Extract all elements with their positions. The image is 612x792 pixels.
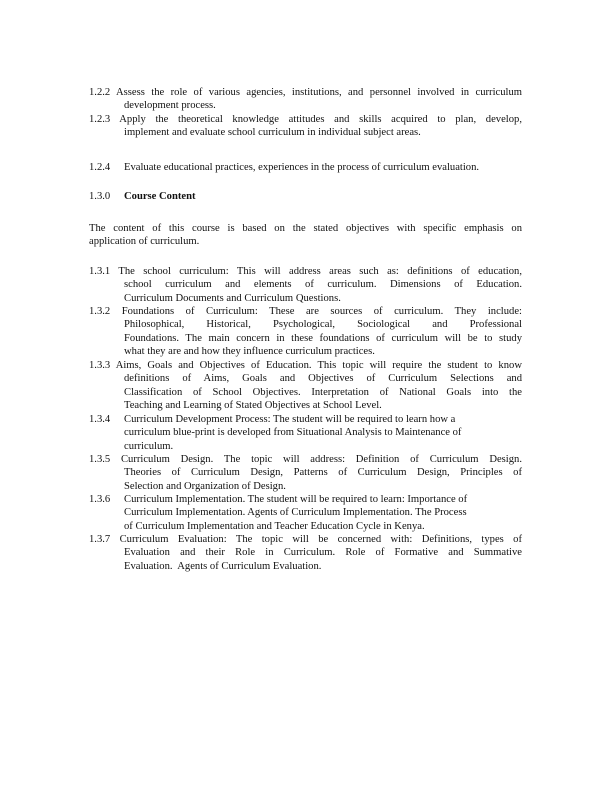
content-line: definitions of Aims, Goals and Objectives of Curriculum Selections and bbox=[124, 373, 522, 385]
content-number: 1.3.4 bbox=[89, 414, 111, 425]
objective-item bbox=[89, 113, 522, 140]
content-item bbox=[89, 413, 522, 453]
content-line bbox=[89, 533, 522, 546]
objective-text: Assess the role of various agencies, institutions, and personnel involved in curriculum bbox=[116, 87, 522, 98]
content-item bbox=[89, 493, 522, 533]
objective-number: 1.2.3 bbox=[89, 114, 111, 125]
content-text: The school curriculum: This will address areas such as: definitions of education, bbox=[118, 266, 522, 277]
content-line: Philosophical, Historical, Psychological, Sociological and Professional bbox=[124, 319, 522, 331]
content-text: Foundations of Curriculum: These are sources of curriculum. They include: bbox=[121, 306, 522, 317]
content-line: Evaluation. Agents of Curriculum Evaluation. bbox=[124, 560, 322, 572]
content-line: Evaluation and their Role in Curriculum. Role of Formative and Summative bbox=[124, 547, 522, 559]
content-item bbox=[89, 305, 522, 359]
content-line: Foundations. The main concern in these foundations of curriculum will be to study bbox=[124, 332, 522, 344]
objective-line: development process. bbox=[124, 100, 216, 112]
content-number: 1.3.6 bbox=[89, 494, 111, 505]
intro-paragraph bbox=[89, 222, 522, 249]
content-line: curriculum. bbox=[124, 440, 174, 452]
objective-line bbox=[89, 86, 522, 99]
content-line bbox=[89, 359, 522, 372]
section-title: Course Content bbox=[124, 191, 196, 202]
content-text: Curriculum Design. The topic will address: Definition of Curriculum Design. bbox=[120, 454, 522, 465]
content-line: Selection and Organization of Design. bbox=[124, 480, 286, 492]
objective-item bbox=[89, 86, 522, 113]
content-text: Curriculum Implementation. The student will be required to learn: Importance of bbox=[124, 494, 468, 505]
content-line: Classification of School Objectives. Interpretation of National Goals into the bbox=[124, 386, 522, 398]
content-line: of Curriculum Implementation and Teacher Education Cycle in Kenya. bbox=[124, 520, 425, 532]
content-item bbox=[89, 359, 522, 413]
section-heading-line bbox=[89, 190, 522, 203]
content-text: Aims, Goals and Objectives of Education. This topic will require the student to know bbox=[115, 360, 522, 371]
content-line: curriculum blue-print is developed from Situational Analysis to Maintenance of bbox=[124, 427, 462, 439]
content-text: Curriculum Evaluation: The topic will be concerned with: Definitions, types of bbox=[119, 534, 522, 545]
content-line bbox=[89, 493, 522, 506]
content-number: 1.3.1 bbox=[89, 266, 111, 277]
content-line bbox=[89, 305, 522, 318]
paragraph-line: application of curriculum. bbox=[89, 236, 200, 248]
objective-line bbox=[89, 113, 522, 126]
objective-item bbox=[89, 161, 522, 174]
content-line: Curriculum Implementation. Agents of Curriculum Implementation. The Process bbox=[124, 507, 467, 519]
objective-number: 1.2.4 bbox=[89, 162, 111, 173]
content-number: 1.3.5 bbox=[89, 454, 111, 465]
content-item bbox=[89, 533, 522, 573]
content-line: Theories of Curriculum Design, Patterns of Curriculum Design, Principles of bbox=[124, 467, 522, 479]
content-line: school curriculum and elements of curriculum. Dimensions of Education. bbox=[124, 279, 522, 291]
content-number: 1.3.7 bbox=[89, 534, 111, 545]
objective-line: implement and evaluate school curriculum in individual subject areas. bbox=[124, 127, 421, 139]
content-item bbox=[89, 265, 522, 305]
content-line bbox=[89, 453, 522, 466]
objective-number: 1.2.2 bbox=[89, 87, 111, 98]
content-line bbox=[89, 265, 522, 278]
objective-text: Evaluate educational practices, experiences in the process of curriculum evaluation. bbox=[124, 162, 480, 173]
content-item bbox=[89, 453, 522, 493]
section-heading bbox=[89, 190, 522, 203]
content-line bbox=[89, 413, 522, 426]
objective-line bbox=[89, 161, 522, 174]
content-line: Teaching and Learning of Stated Objectives at School Level. bbox=[124, 400, 382, 412]
content-line: Curriculum Documents and Curriculum Questions. bbox=[124, 292, 341, 304]
content-line: what they are and how they influence curriculum practices. bbox=[124, 346, 375, 358]
paragraph-line: The content of this course is based on the stated objectives with specific emphasis on bbox=[89, 223, 522, 234]
content-number: 1.3.3 bbox=[89, 360, 111, 371]
section-number: 1.3.0 bbox=[89, 191, 111, 202]
content-number: 1.3.2 bbox=[89, 306, 111, 317]
content-text: Curriculum Development Process: The student will be required to learn how a bbox=[124, 414, 456, 425]
objective-text: Apply the theoretical knowledge attitudes and skills acquired to plan, develop, bbox=[119, 114, 522, 125]
